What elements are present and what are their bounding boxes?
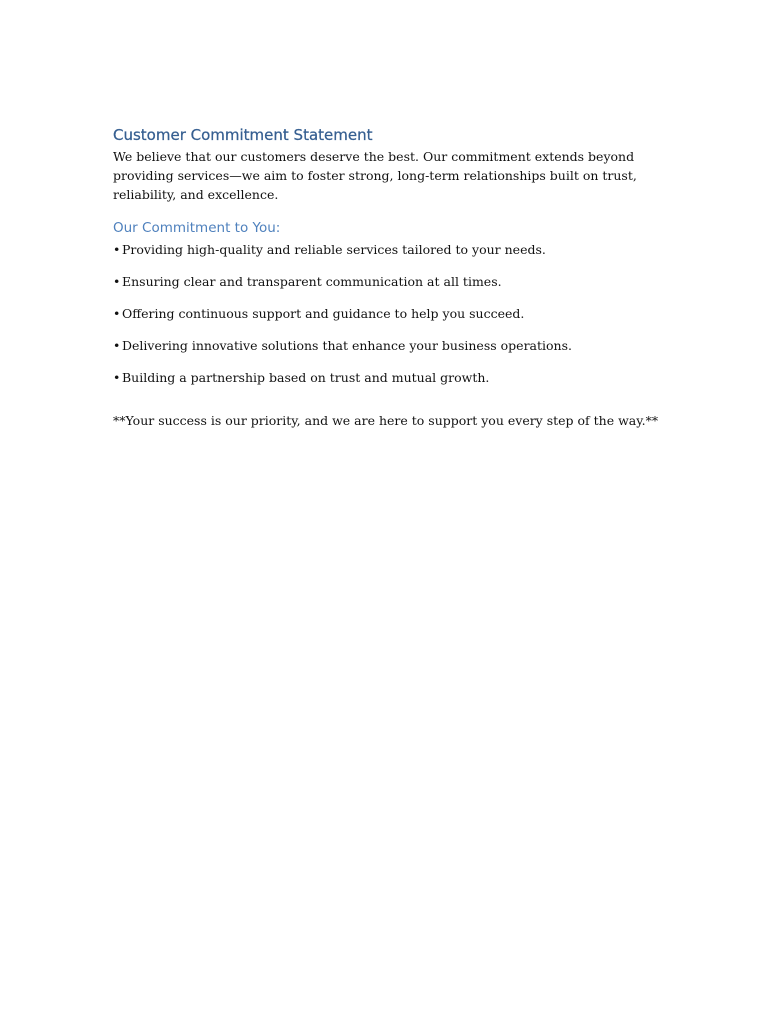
list-item-text: Ensuring clear and transparent communication at all times. bbox=[122, 273, 502, 289]
document-title: Customer Commitment Statement bbox=[113, 126, 373, 144]
bullet-glyph: • bbox=[113, 241, 121, 257]
list-item-text: Building a partnership based on trust and mutual growth. bbox=[122, 369, 490, 385]
list-item-text: Delivering innovative solutions that enhance your business operations. bbox=[122, 337, 572, 353]
list-item bbox=[113, 273, 653, 305]
list-item bbox=[113, 305, 653, 337]
commitments-list bbox=[113, 241, 653, 401]
list-item-text: Offering continuous support and guidance to help you succeed. bbox=[122, 305, 525, 321]
bullet-glyph: • bbox=[113, 337, 121, 353]
list-item bbox=[113, 241, 653, 273]
document-body bbox=[113, 125, 659, 429]
commitments-heading: Our Commitment to You: bbox=[113, 219, 281, 236]
intro-line: reliability, and excellence. bbox=[113, 187, 279, 203]
closing-statement: **Your success is our priority, and we are here to support you every step of the way.** bbox=[113, 412, 659, 428]
bullet-glyph: • bbox=[113, 273, 121, 289]
bullet-glyph: • bbox=[113, 369, 121, 385]
bullet-glyph: • bbox=[113, 305, 121, 321]
list-item bbox=[113, 369, 653, 401]
list-item-text: Providing high-quality and reliable services tailored to your needs. bbox=[122, 241, 546, 257]
intro-line: We believe that our customers deserve the best. Our commitment extends beyond bbox=[113, 149, 635, 164]
intro-line: providing services—we aim to foster strong, long-term relationships built on trust, bbox=[113, 168, 637, 184]
intro-paragraph bbox=[113, 147, 653, 205]
list-item bbox=[113, 337, 653, 369]
